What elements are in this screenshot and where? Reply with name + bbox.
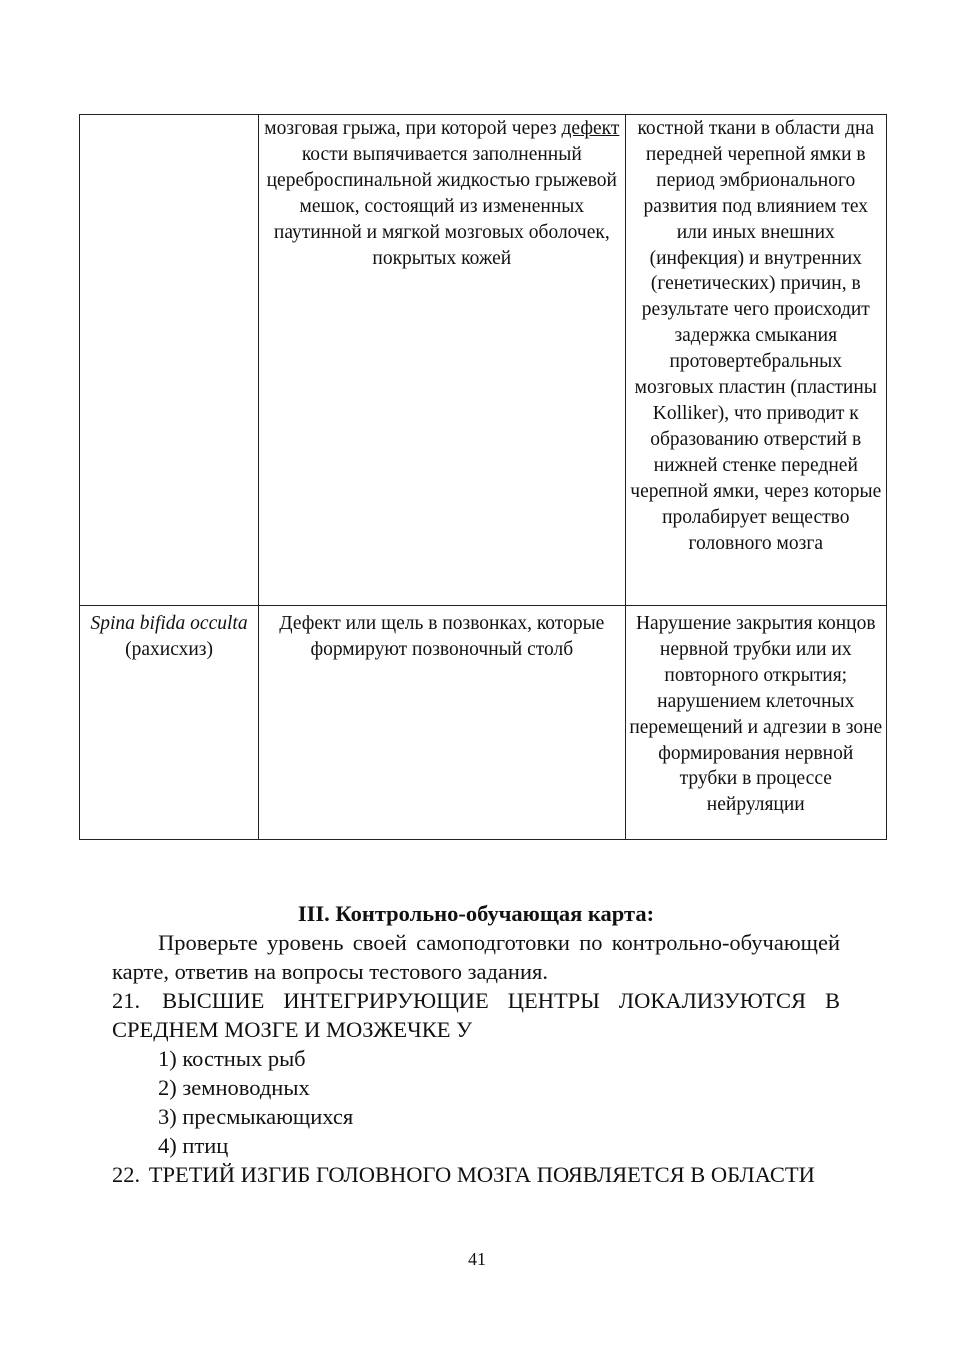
description-text: мозговая грыжа, при которой через — [264, 118, 562, 139]
table-cell-name — [80, 606, 259, 840]
question-number: 21. — [112, 988, 141, 1013]
question-text — [112, 986, 840, 1044]
table-cell-description — [259, 115, 625, 606]
page-number: 41 — [468, 1249, 486, 1269]
answer-list — [112, 1044, 840, 1160]
malformations-table — [79, 114, 887, 840]
russian-term: (рахисхиз) — [125, 638, 213, 660]
question-body: ВЫСШИЕ ИНТЕГРИРУЮЩИЕ ЦЕНТРЫ ЛОКАЛИЗУЮТСЯ В СРЕДНЕМ МОЗГЕ И МОЗЖЕЧКЕ У — [112, 988, 841, 1042]
section-title: III. Контрольно-обучающая карта: — [297, 901, 655, 926]
description-text: кости выпячивается заполненный цереброспинальной жидкостью грыжевой мешок, состоящий из измененных паутинной и мягкой мозговых оболочек, покрытых кожей — [266, 143, 617, 269]
table-cell-name — [80, 115, 259, 606]
instructions-paragraph: Проверьте уровень своей самоподготовки по контрольно-обучающей карте, ответив на вопросы тестового задания. — [112, 930, 840, 984]
latin-term: Spina bifida occulta — [90, 613, 248, 634]
control-card-section — [112, 899, 840, 1189]
answer-option[interactable]: 2) земноводных — [158, 1075, 310, 1100]
table-cell-description: Дефект или щель в позвонках, которые формируют позвоночный столб — [259, 606, 625, 840]
question-21 — [112, 986, 840, 1160]
question-number: 22. — [112, 1162, 141, 1187]
question-22 — [112, 1160, 840, 1189]
table-cell-cause: Нарушение закрытия концов нервной трубки или их повторного открытия; нарушением клеточных перемещений и адгезии в зоне формирования нервной трубки в процессе нейруляции — [625, 606, 886, 840]
question-body: ТРЕТИЙ ИЗГИБ ГОЛОВНОГО МОЗГА ПОЯВЛЯЕТСЯ В ОБЛАСТИ — [148, 1162, 815, 1187]
question-text — [112, 1160, 840, 1189]
table-cell-cause: костной ткани в области дна передней черепной ямки в период эмбрионального развития под влиянием тех или иных внешних (инфекция) и внутренних (генетических) причин, в результате чего происходит задержка смыкания протовертебральных мозговых пластин (пластины Kolliker), что приводит к образованию отверстий в нижней стенке передней черепной ямки, через которые пролабирует вещество головного мозга — [625, 115, 886, 606]
answer-option[interactable]: 1) костных рыб — [158, 1046, 306, 1071]
answer-option[interactable]: 3) пресмыкающихся — [158, 1104, 354, 1129]
table-row — [80, 606, 887, 840]
answer-option[interactable]: 4) птиц — [158, 1133, 229, 1158]
table-row — [80, 115, 887, 606]
underlined-term: дефект — [561, 118, 620, 139]
